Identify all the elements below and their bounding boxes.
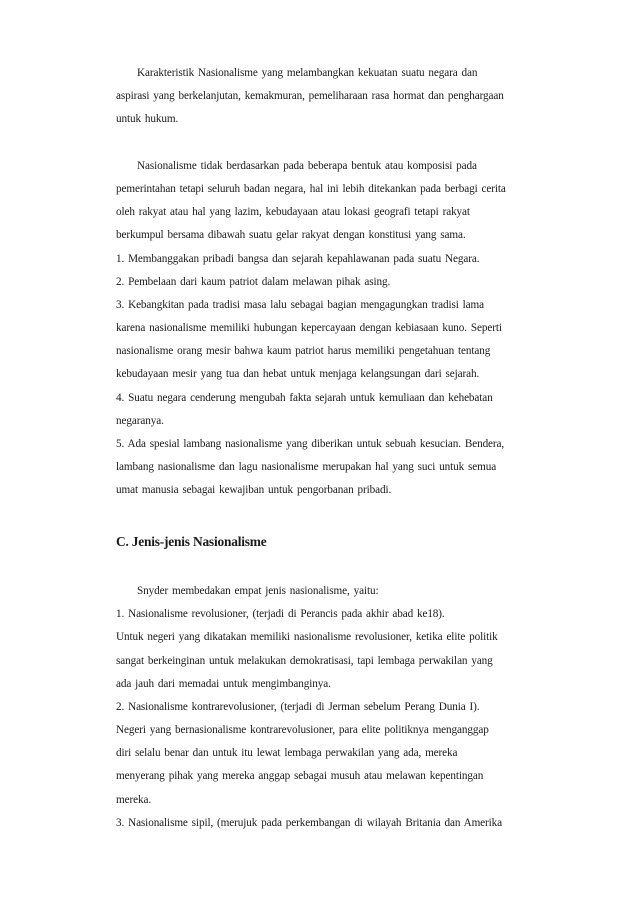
text-line: nasionalisme orang mesir bahwa kaum patriot harus memiliki pengetahuan tentang bbox=[116, 345, 491, 358]
list-item: 1. Membanggakan pribadi bangsa dan sejarah kepahlawanan pada suatu Negara. bbox=[116, 252, 480, 265]
text-line: ada jauh dari memadai untuk mengimbanginya. bbox=[116, 677, 331, 690]
paragraph-nasionalisme bbox=[116, 155, 562, 248]
list-item: 5. Ada spesial lambang nasionalisme yang diberikan untuk sebuah kesucian. Bendera, bbox=[116, 438, 505, 450]
text-line: pemerintahan tetapi seluruh badan negara, hal ini lebih ditekankan pada berbagi cerita bbox=[116, 182, 506, 195]
text-line: Untuk negeri yang dikatakan memiliki nasionalisme revolusioner, ketika elite politik bbox=[116, 631, 498, 644]
section-gap bbox=[116, 503, 562, 526]
text-line: umat manusia sebagai kewajiban untuk pengorbanan pribadi. bbox=[116, 484, 392, 497]
paragraph-karakteristik bbox=[116, 62, 562, 132]
text-line: lambang nasionalisme dan lagu nasionalisme merupakan hal yang suci untuk semua bbox=[116, 461, 497, 474]
list-jenis-nasionalisme bbox=[116, 603, 562, 835]
text-line: karena nasionalisme memiliki hubungan kepercayaan dengan kebiasaan kuno. Seperti bbox=[116, 322, 502, 335]
text-line: sangat berkeinginan untuk melakukan demokratisasi, tapi lembaga perwakilan yang bbox=[116, 654, 493, 667]
text-line: Negeri yang bernasionalisme kontrarevolusioner, para elite politiknya menganggap bbox=[116, 724, 489, 737]
text-line: menyerang pihak yang mereka anggap sebagai musuh atau melawan kepentingan bbox=[116, 770, 484, 783]
list-item: 2. Nasionalisme kontrarevolusioner, (terjadi di Jerman sebelum Perang Dunia I). bbox=[116, 700, 480, 713]
text-line: negaranya. bbox=[116, 414, 164, 427]
text-line: oleh rakyat atau hal yang lazim, kebudayaan atau lokasi geografi tetapi rakyat bbox=[116, 206, 470, 219]
text-line: mereka. bbox=[116, 793, 152, 806]
text-line: untuk hukum. bbox=[116, 113, 179, 126]
text-line: berkumpul bersama dibawah suatu gelar rakyat dengan konstitusi yang sama. bbox=[116, 229, 466, 242]
text-line: Karakteristik Nasionalisme yang melambangkan kekuatan suatu negara dan bbox=[137, 67, 478, 79]
text-line: Snyder membedakan empat jenis nasionalisme, yaitu: bbox=[137, 584, 379, 597]
text-line: kebudayaan mesir yang tua dan hebat untuk menjaga kelangsungan dari sejarah. bbox=[116, 368, 480, 381]
section-heading: C. Jenis-jenis Nasionalisme bbox=[116, 533, 267, 549]
list-ciri-nasionalisme bbox=[116, 248, 562, 503]
list-item: 2. Pembelaan dari kaum patriot dalam melawan pihak asing. bbox=[116, 275, 391, 288]
list-item: 4. Suatu negara cenderung mengubah fakta sejarah untuk kemuliaan dan kehebatan bbox=[116, 391, 493, 404]
list-item: 1. Nasionalisme revolusioner, (terjadi di Perancis pada akhir abad ke18). bbox=[116, 608, 445, 621]
section-gap bbox=[116, 557, 562, 580]
list-item: 3. Kebangkitan pada tradisi masa lalu sebagai bagian mengagungkan tradisi lama bbox=[116, 298, 484, 311]
document-page bbox=[116, 62, 562, 835]
text-line: aspirasi yang berkelanjutan, kemakmuran, pemeliharaan rasa hormat dan penghargaan bbox=[116, 90, 504, 103]
text-line: diri selalu benar dan untuk itu lewat lembaga perwakilan yang ada, mereka bbox=[116, 747, 458, 760]
text-line: Nasionalisme tidak berdasarkan pada beberapa bentuk atau komposisi pada bbox=[137, 159, 477, 172]
paragraph-gap bbox=[116, 132, 562, 155]
list-item: 3. Nasionalisme sipil, (merujuk pada perkembangan di wilayah Britania dan Amerika bbox=[116, 816, 503, 829]
paragraph-snyder bbox=[116, 580, 562, 603]
